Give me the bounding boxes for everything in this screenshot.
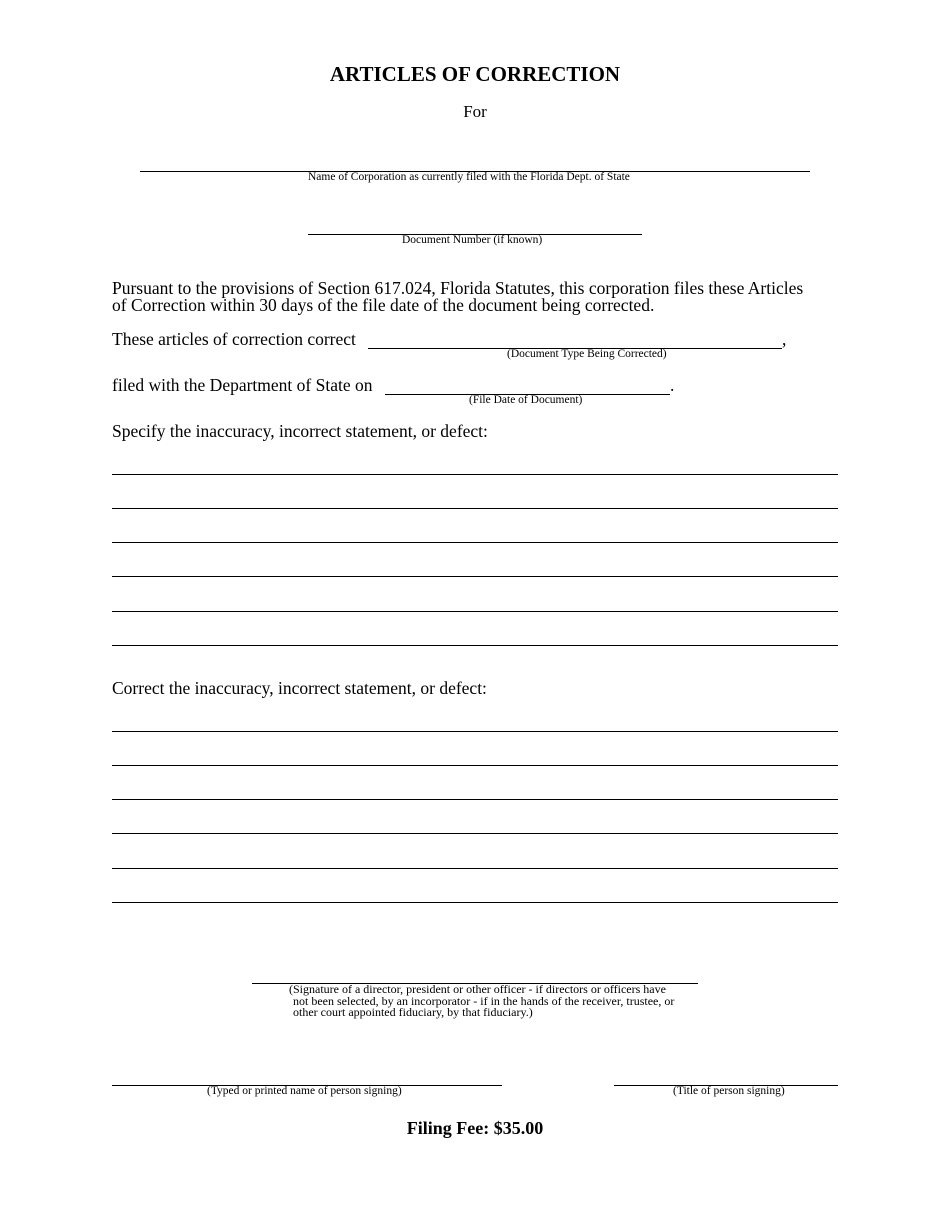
correction-line[interactable]: [112, 902, 838, 903]
correction-line[interactable]: [112, 731, 838, 732]
document-type-caption: (Document Type Being Corrected): [507, 348, 667, 360]
specify-line[interactable]: [112, 645, 838, 646]
correction-line[interactable]: [112, 799, 838, 800]
specify-label: Specify the inaccuracy, incorrect statement, or defect:: [112, 421, 488, 441]
signature-caption-line-3: other court appointed fiduciary, by that fiduciary.): [293, 1005, 533, 1019]
specify-line[interactable]: [112, 508, 838, 509]
intro-paragraph-line-2: of Correction within 30 days of the file date of the document being corrected.: [112, 295, 655, 315]
correct-label: Correct the inaccuracy, incorrect statement, or defect:: [112, 678, 487, 698]
correct-prefix-text: These articles of correction correct: [112, 329, 356, 349]
page-subtitle: For: [463, 102, 487, 121]
signature-caption-line-1: (Signature of a director, president or other officer - if directors or officers have: [289, 982, 666, 996]
corporation-name-caption: Name of Corporation as currently filed with the Florida Dept. of State: [308, 171, 630, 183]
signer-title-caption: (Title of person signing): [673, 1085, 785, 1097]
page-title: ARTICLES OF CORRECTION: [329, 62, 621, 86]
typed-name-caption: (Typed or printed name of person signing): [207, 1085, 402, 1097]
document-number-caption: Document Number (if known): [402, 234, 543, 246]
file-date-caption: (File Date of Document): [469, 394, 583, 406]
intro-paragraph-line-1: Pursuant to the provisions of Section 617.024, Florida Statutes, this corporation files these Articles: [112, 278, 804, 298]
correction-line[interactable]: [112, 833, 838, 834]
specify-line[interactable]: [112, 542, 838, 543]
correction-line[interactable]: [112, 765, 838, 766]
specify-line[interactable]: [112, 611, 838, 612]
correction-line[interactable]: [112, 868, 838, 869]
specify-line[interactable]: [112, 576, 838, 577]
filed-suffix-text: .: [670, 375, 675, 395]
filed-prefix-text: filed with the Department of State on: [112, 375, 373, 395]
specify-line[interactable]: [112, 474, 838, 475]
filing-fee: Filing Fee: $35.00: [406, 1118, 544, 1138]
correct-suffix-text: ,: [782, 329, 787, 349]
signature-caption-line-2: not been selected, by an incorporator - if in the hands of the receiver, trustee, or: [293, 994, 675, 1008]
